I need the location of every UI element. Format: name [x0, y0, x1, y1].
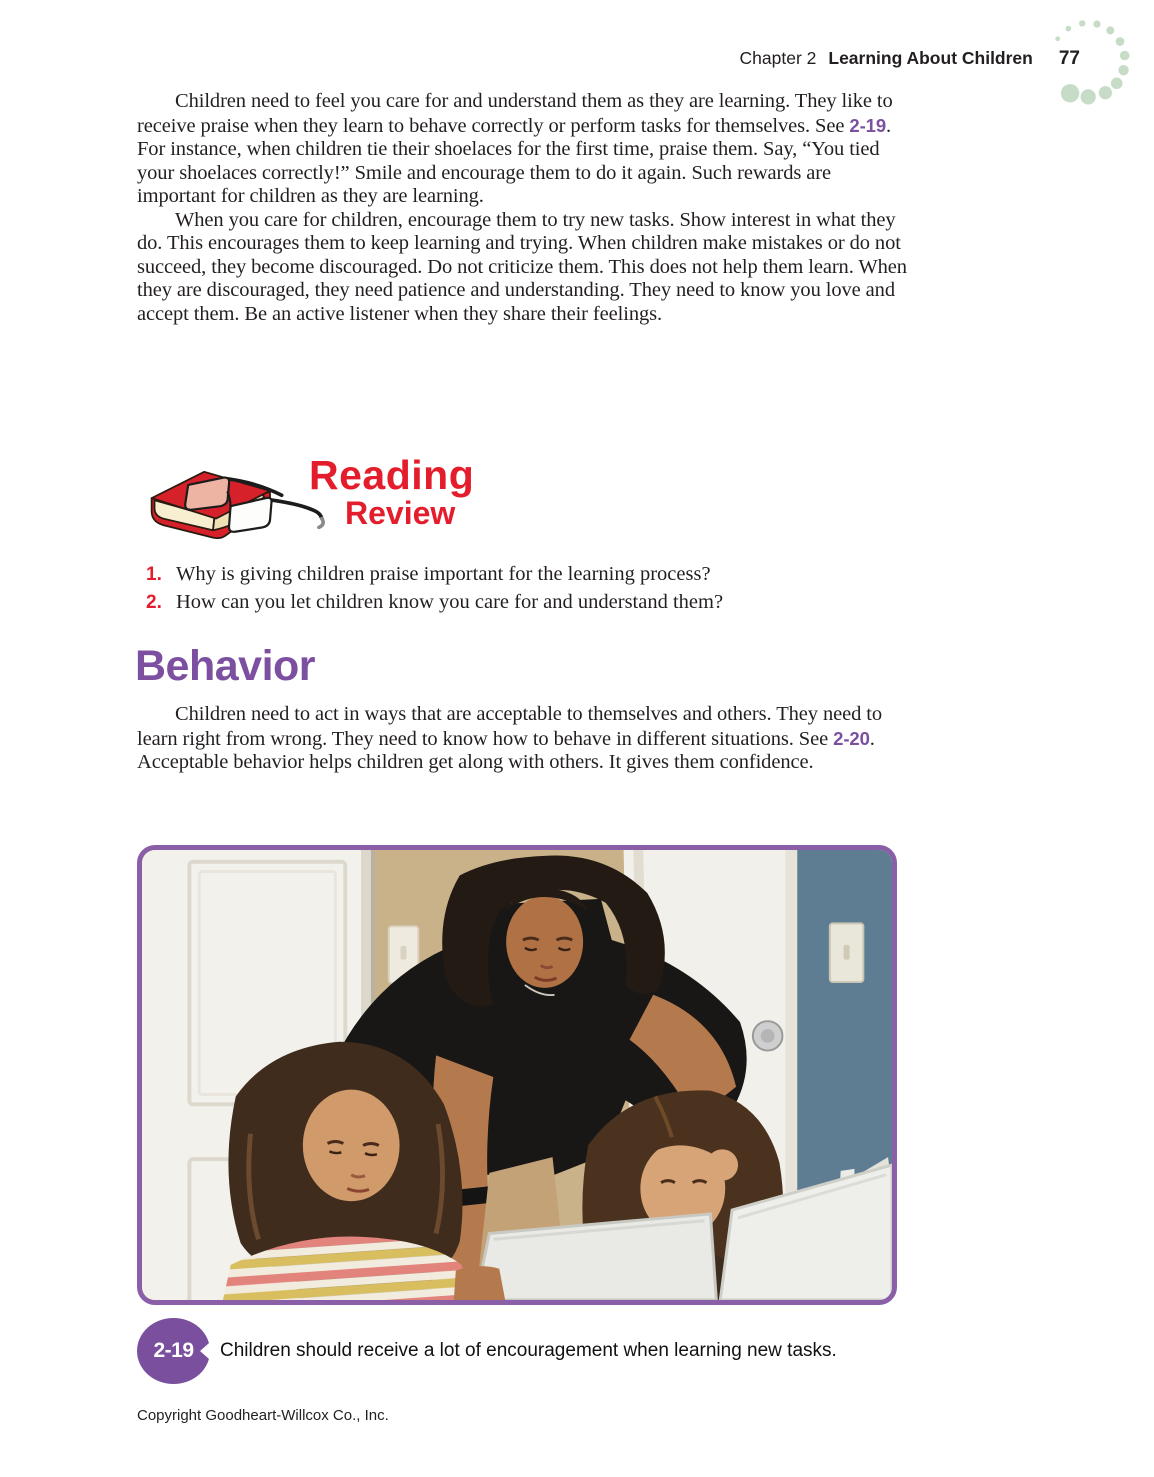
running-head	[0, 48, 1080, 70]
behavior-paragraph	[137, 703, 919, 775]
reading-review-heading	[309, 454, 474, 531]
review-question-1	[140, 561, 930, 589]
figure-caption: Children should receive a lot of encouragement when learning new tasks.	[220, 1340, 837, 1361]
figure-photo	[137, 845, 897, 1305]
figure-caption-row	[137, 1318, 1064, 1384]
paragraph-text: Children need to feel you care for and understand them as they are learning. They like to receive praise when they learn to behave correctly or perform tasks for themselves. See	[137, 90, 893, 137]
question-number: 1.	[146, 564, 162, 585]
intro-paragraph-2: When you care for children, encourage them to try new tasks. Show interest in what they do. This encourages them to keep learning and trying. When children make mistakes or do not succeed, they become discouraged. Do not criticize them. This does not help them learn. When they are discouraged, they need patience and understanding. They need to know you love and accept them. Be an active listener when they share their feelings.	[137, 208, 907, 325]
paragraph-text: . For instance, when children tie their shoelaces for the first time, praise them. Say, “You tied your shoelaces correctly!” Smile and encourage them to do it again. Such rewards are important for children as they are learning.	[137, 114, 892, 207]
question-number: 2.	[146, 591, 162, 613]
figure-number-badge	[137, 1318, 210, 1384]
question-text: Why is giving children praise important for the learning process?	[176, 563, 711, 585]
figure-ref-2-20: 2-20	[833, 727, 870, 749]
book-title: Learning About Children	[828, 48, 1033, 68]
photo-illustration	[142, 850, 892, 1300]
review-question-list	[140, 561, 930, 616]
intro-paragraph-1	[137, 90, 911, 209]
intro-text	[137, 90, 911, 326]
section-heading-behavior: Behavior	[135, 642, 316, 690]
review-question-2	[140, 589, 930, 617]
reading-review-heading-line1: Reading	[309, 452, 475, 498]
paragraph-text: . Acceptable behavior helps children get along with others. It gives them confidence.	[137, 727, 875, 773]
copyright-line: Copyright Goodheart-Willcox Co., Inc.	[137, 1407, 389, 1424]
reading-review-heading-line2: Review	[345, 495, 456, 532]
question-text: How can you let children know you care for and understand them?	[176, 590, 724, 613]
figure-ref-2-19: 2-19	[849, 114, 887, 136]
page-number: 77	[1058, 48, 1080, 69]
figure-number: 2-19	[153, 1339, 194, 1362]
chapter-label: Chapter 2	[739, 48, 817, 68]
book-and-glasses-icon	[137, 452, 327, 564]
paragraph-text: Children need to act in ways that are acceptable to themselves and others. They need to learn right from wrong. They need to know how to behave in different situations. See	[137, 703, 883, 750]
